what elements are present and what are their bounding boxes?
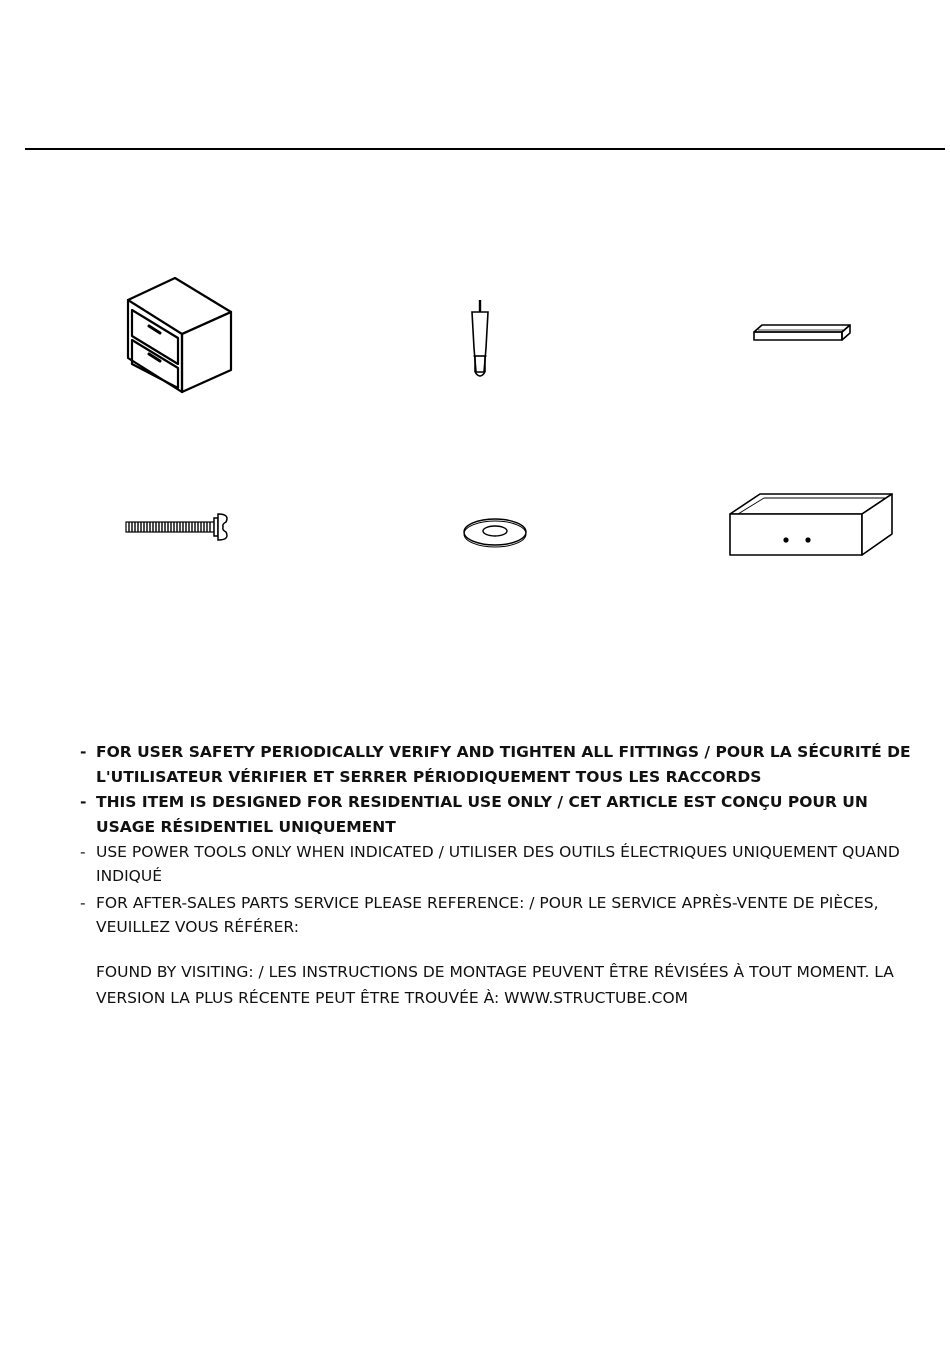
note-dash: -	[80, 894, 86, 912]
note-dash: -	[80, 743, 87, 761]
note-text: THIS ITEM IS DESIGNED FOR RESIDENTIAL USE ONLY / CET ARTICLE EST CONÇU POUR UN USAGE RÉSIDENTIEL UNIQUEMENT	[96, 793, 868, 836]
note-dash: -	[80, 793, 87, 811]
note-text: FOR USER SAFETY PERIODICALLY VERIFY AND TIGHTEN ALL FITTINGS / POUR LA SÉCURITÉ DE L'UTILISATEUR VÉRIFIER ET SERRER PÉRIODIQUEMENT TOUS LES RACCORDS	[96, 743, 911, 786]
bolt-icon	[122, 510, 232, 546]
header-rule	[25, 148, 945, 150]
wood-slat-icon	[748, 318, 856, 346]
safety-notes	[80, 740, 920, 1011]
furniture-leg-icon	[462, 296, 498, 386]
note-after-sales	[80, 891, 920, 939]
note-safety	[80, 740, 920, 790]
note-text: FOR AFTER-SALES PARTS SERVICE PLEASE REFERENCE: / POUR LE SERVICE APRÈS-VENTE DE PIÈCES, VEUILLEZ VOUS RÉFÉRER:	[96, 894, 879, 936]
note-power-tools	[80, 840, 920, 888]
note-text: USE POWER TOOLS ONLY WHEN INDICATED / UTILISER DES OUTILS ÉLECTRIQUES UNIQUEMENT QUAND INDIQUÉ	[96, 843, 900, 885]
nightstand-cabinet-icon	[120, 272, 240, 397]
note-residential	[80, 790, 920, 840]
flat-washer-icon	[460, 516, 530, 550]
note-dash: -	[80, 843, 86, 861]
drawer-icon	[726, 490, 898, 560]
found-by-visiting-text: FOUND BY VISITING: / LES INSTRUCTIONS DE MONTAGE PEUVENT ÊTRE RÉVISÉES À TOUT MOMENT. LA VERSION LA PLUS RÉCENTE PEUT ÊTRE TROUVÉE À: WWW.STRUCTUBE.COM	[96, 963, 894, 1007]
